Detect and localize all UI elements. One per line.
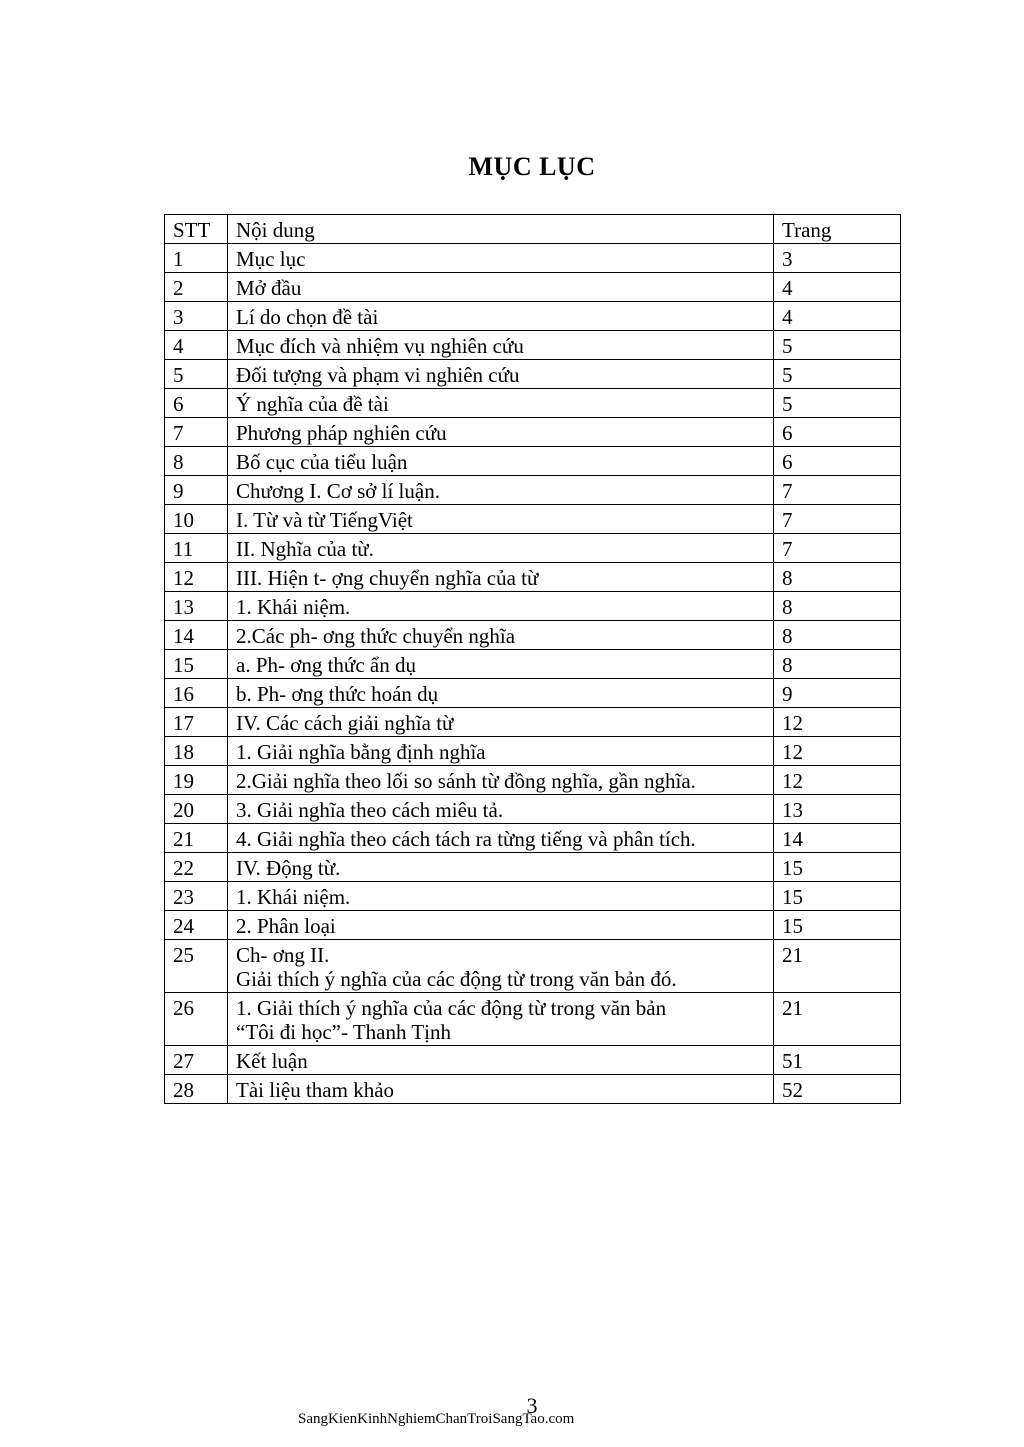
row-content xyxy=(228,534,774,563)
table-row xyxy=(165,621,901,650)
row-page: 8 xyxy=(774,650,901,679)
row-content-line: Chương I. Cơ sở lí luận. xyxy=(236,479,440,503)
row-content xyxy=(228,505,774,534)
row-content xyxy=(228,737,774,766)
row-content-line: Giải thích ý nghĩa của các động từ trong văn bản đó. xyxy=(236,967,677,991)
row-content-line: Bố cục của tiểu luận xyxy=(236,450,408,474)
row-page: 15 xyxy=(774,882,901,911)
document-title: MỤC LỤC xyxy=(468,152,596,181)
row-stt: 5 xyxy=(165,360,228,389)
row-content-line: Ý nghĩa của đề tài xyxy=(236,392,389,416)
row-content xyxy=(228,1046,774,1075)
row-page: 14 xyxy=(774,824,901,853)
row-stt: 10 xyxy=(165,505,228,534)
table-row xyxy=(165,331,901,360)
row-content-line: “Tôi đi học”- Thanh Tịnh xyxy=(236,1020,452,1044)
row-page: 7 xyxy=(774,505,901,534)
table-row xyxy=(165,993,901,1046)
row-stt: 19 xyxy=(165,766,228,795)
row-content-line: Mục đích và nhiệm vụ nghiên cứu xyxy=(236,334,524,358)
row-content-line: 2.Giải nghĩa theo lối so sánh từ đồng nghĩa, gần nghĩa. xyxy=(236,769,696,793)
row-content-line: Tài liệu tham khảo xyxy=(236,1078,395,1102)
row-content xyxy=(228,650,774,679)
row-content xyxy=(228,911,774,940)
row-content xyxy=(228,563,774,592)
row-stt: 18 xyxy=(165,737,228,766)
table-row xyxy=(165,882,901,911)
row-content xyxy=(228,331,774,360)
row-content-line: b. Ph- ơng thức hoán dụ xyxy=(236,682,439,706)
row-stt: 8 xyxy=(165,447,228,476)
row-page: 52 xyxy=(774,1075,901,1104)
header-content: Nội dung xyxy=(228,215,774,244)
row-stt: 26 xyxy=(165,993,228,1046)
row-stt: 13 xyxy=(165,592,228,621)
table-row xyxy=(165,592,901,621)
row-page: 12 xyxy=(774,766,901,795)
table-row xyxy=(165,940,901,993)
row-page: 12 xyxy=(774,708,901,737)
row-content-line: Kết luận xyxy=(236,1049,308,1073)
row-page: 3 xyxy=(774,244,901,273)
row-content-line: IV. Các cách giải nghĩa từ xyxy=(236,711,454,735)
row-stt: 20 xyxy=(165,795,228,824)
table-row xyxy=(165,737,901,766)
row-content xyxy=(228,621,774,650)
row-stt: 3 xyxy=(165,302,228,331)
row-page: 4 xyxy=(774,302,901,331)
row-content-line: 1. Khái niệm. xyxy=(236,595,351,619)
page-number: 3 xyxy=(526,1393,538,1418)
row-page: 21 xyxy=(774,993,901,1046)
row-page: 7 xyxy=(774,534,901,563)
row-content-line: II. Nghĩa của từ. xyxy=(236,537,374,561)
row-content xyxy=(228,360,774,389)
row-page: 7 xyxy=(774,476,901,505)
row-content xyxy=(228,853,774,882)
row-stt: 25 xyxy=(165,940,228,993)
row-content xyxy=(228,882,774,911)
row-stt: 17 xyxy=(165,708,228,737)
row-stt: 7 xyxy=(165,418,228,447)
table-row xyxy=(165,1046,901,1075)
row-stt: 9 xyxy=(165,476,228,505)
row-content-line: I. Từ và từ TiếngViệt xyxy=(236,508,413,532)
table-row xyxy=(165,795,901,824)
row-page: 5 xyxy=(774,360,901,389)
row-page: 51 xyxy=(774,1046,901,1075)
row-page: 5 xyxy=(774,331,901,360)
table-row xyxy=(165,418,901,447)
table-row xyxy=(165,273,901,302)
row-content xyxy=(228,447,774,476)
row-stt: 2 xyxy=(165,273,228,302)
footer-watermark: SangKienKinhNghiemChanTroiSangTao.com xyxy=(298,1411,575,1427)
row-page: 6 xyxy=(774,447,901,476)
row-page: 15 xyxy=(774,911,901,940)
table-row xyxy=(165,563,901,592)
row-stt: 1 xyxy=(165,244,228,273)
row-content-line: Đối tượng và phạm vi nghiên cứu xyxy=(236,363,520,387)
row-page: 8 xyxy=(774,563,901,592)
table-row xyxy=(165,505,901,534)
row-stt: 22 xyxy=(165,853,228,882)
table-row xyxy=(165,824,901,853)
row-page: 9 xyxy=(774,679,901,708)
table-row xyxy=(165,766,901,795)
row-content-line: 4. Giải nghĩa theo cách tách ra từng tiếng và phân tích. xyxy=(236,827,696,851)
row-stt: 6 xyxy=(165,389,228,418)
row-content xyxy=(228,389,774,418)
table-of-contents xyxy=(164,214,901,1104)
row-content xyxy=(228,940,774,993)
row-content xyxy=(228,418,774,447)
row-content xyxy=(228,708,774,737)
row-page: 8 xyxy=(774,592,901,621)
table-row xyxy=(165,853,901,882)
row-page: 21 xyxy=(774,940,901,993)
row-content-line: 2. Phân loại xyxy=(236,914,336,938)
row-content xyxy=(228,795,774,824)
row-stt: 21 xyxy=(165,824,228,853)
table-row xyxy=(165,302,901,331)
row-content xyxy=(228,1075,774,1104)
table-row xyxy=(165,650,901,679)
row-stt: 4 xyxy=(165,331,228,360)
table-row xyxy=(165,708,901,737)
row-content-line: Mở đầu xyxy=(236,276,302,300)
row-content-line: 2.Các ph- ơng thức chuyển nghĩa xyxy=(236,624,516,648)
row-content xyxy=(228,766,774,795)
table-row xyxy=(165,911,901,940)
table-header-row xyxy=(165,215,901,244)
row-content-line: Phương pháp nghiên cứu xyxy=(236,421,447,445)
row-content xyxy=(228,476,774,505)
row-content-line: a. Ph- ơng thức ẩn dụ xyxy=(236,653,416,677)
row-page: 5 xyxy=(774,389,901,418)
header-page: Trang xyxy=(774,215,901,244)
table-row xyxy=(165,476,901,505)
row-page: 12 xyxy=(774,737,901,766)
row-stt: 23 xyxy=(165,882,228,911)
row-content-line: 3. Giải nghĩa theo cách miêu tả. xyxy=(236,798,504,822)
row-stt: 14 xyxy=(165,621,228,650)
row-content xyxy=(228,679,774,708)
row-content-line: 1. Khái niệm. xyxy=(236,885,351,909)
row-stt: 11 xyxy=(165,534,228,563)
row-page: 6 xyxy=(774,418,901,447)
table-row xyxy=(165,679,901,708)
table-row xyxy=(165,389,901,418)
row-stt: 28 xyxy=(165,1075,228,1104)
row-content xyxy=(228,993,774,1046)
row-page: 8 xyxy=(774,621,901,650)
row-stt: 27 xyxy=(165,1046,228,1075)
table-row xyxy=(165,534,901,563)
row-content xyxy=(228,302,774,331)
header-stt: STT xyxy=(165,215,228,244)
table-row xyxy=(165,1075,901,1104)
table-row xyxy=(165,244,901,273)
row-content-line: III. Hiện t- ợng chuyển nghĩa của từ xyxy=(236,566,539,590)
row-content xyxy=(228,592,774,621)
row-page: 4 xyxy=(774,273,901,302)
table-row xyxy=(165,360,901,389)
row-stt: 12 xyxy=(165,563,228,592)
row-content-line: Ch- ơng II. xyxy=(236,943,330,967)
row-content xyxy=(228,244,774,273)
row-content xyxy=(228,824,774,853)
table-body xyxy=(165,244,901,1104)
row-page: 13 xyxy=(774,795,901,824)
row-content-line: IV. Động từ. xyxy=(236,856,341,880)
row-stt: 15 xyxy=(165,650,228,679)
row-content-line: 1. Giải thích ý nghĩa của các động từ trong văn bản xyxy=(236,996,667,1020)
row-stt: 24 xyxy=(165,911,228,940)
row-page: 15 xyxy=(774,853,901,882)
row-content-line: Mục lục xyxy=(236,247,306,271)
table-row xyxy=(165,447,901,476)
row-content-line: Lí do chọn đề tài xyxy=(236,305,379,329)
row-stt: 16 xyxy=(165,679,228,708)
row-content xyxy=(228,273,774,302)
row-content-line: 1. Giải nghĩa bằng định nghĩa xyxy=(236,740,486,764)
